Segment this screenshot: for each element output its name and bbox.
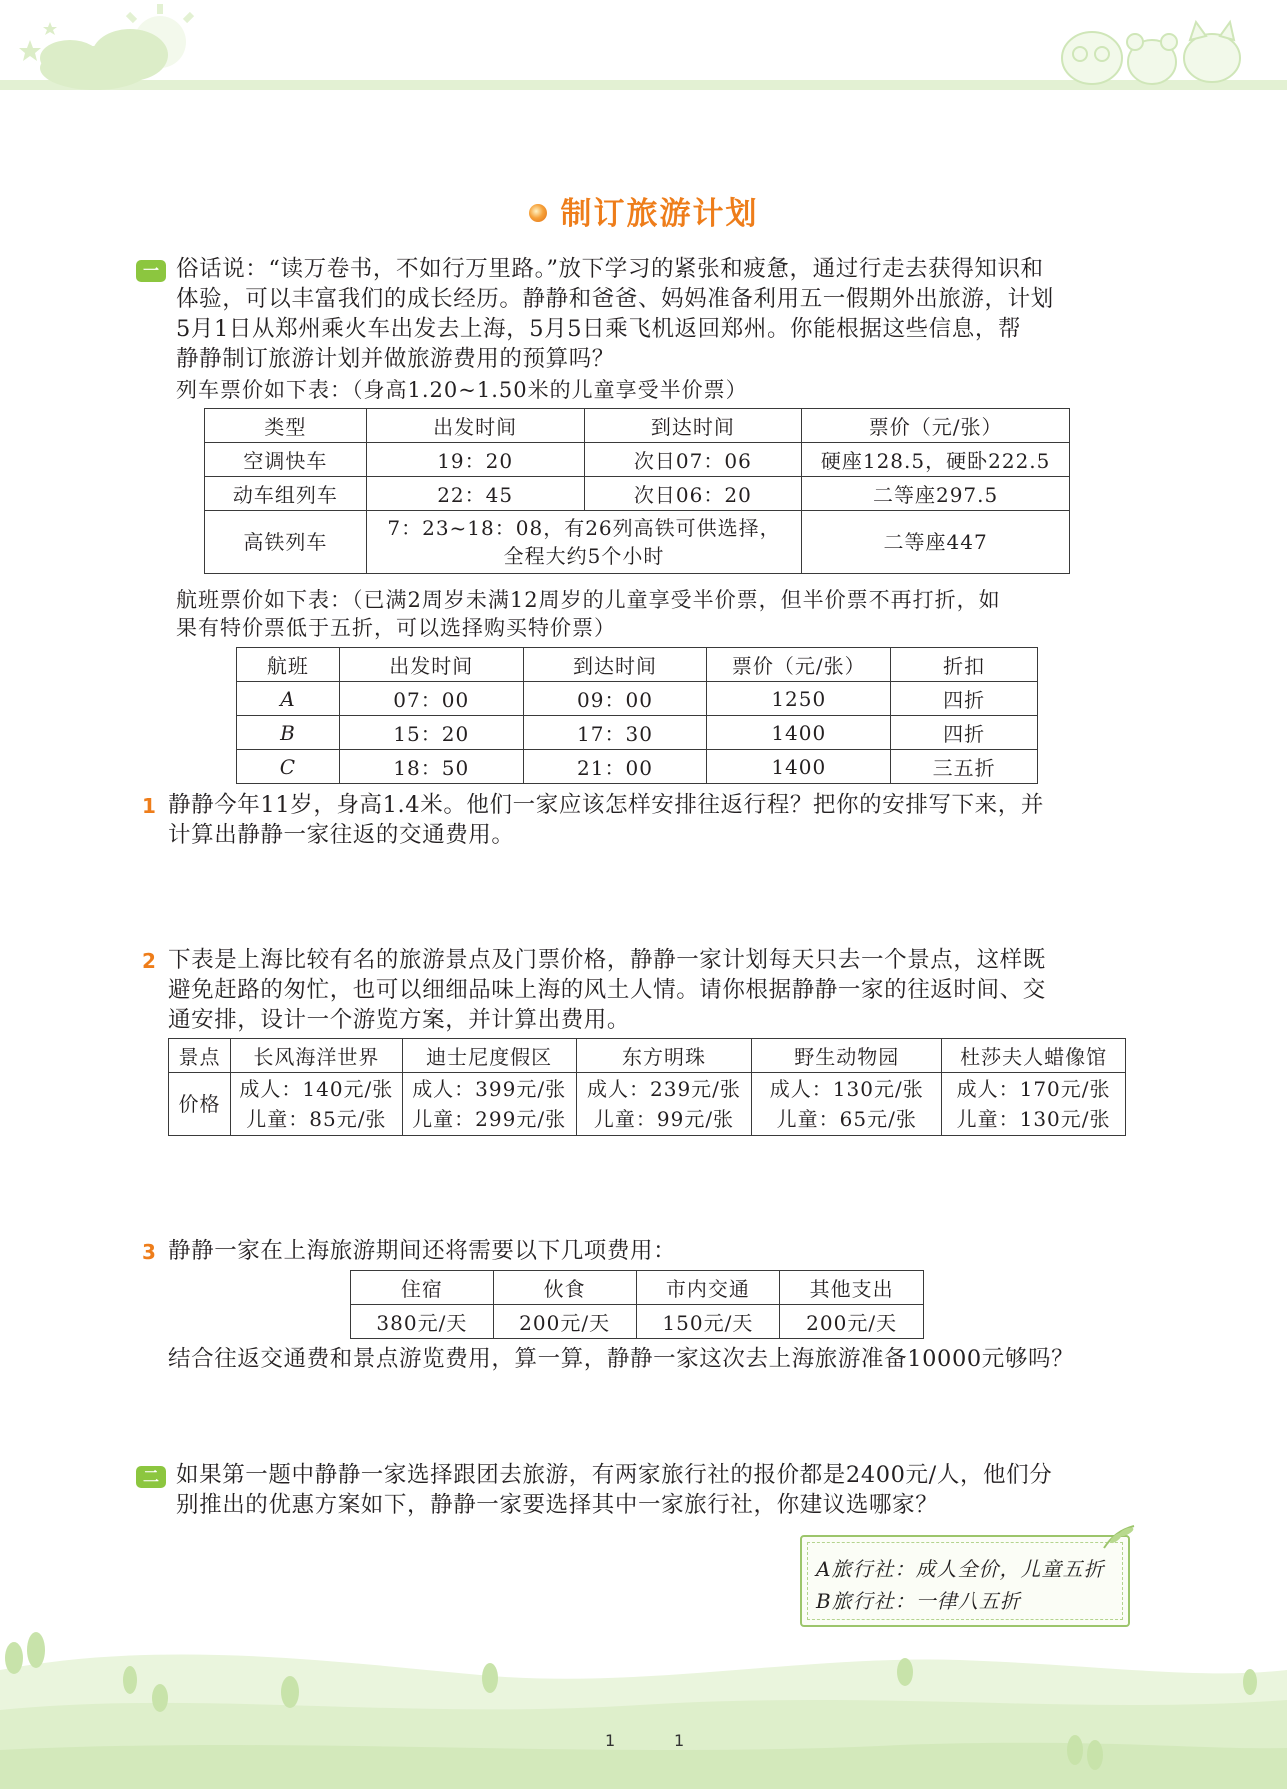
agency-b-offer: B旅行社：一律八五折 (816, 1589, 1021, 1613)
expenses-table (350, 1270, 924, 1339)
table-header: 其他支出 (780, 1271, 924, 1305)
table-row-label: 景点 (169, 1039, 231, 1073)
bamboo-leaf-icon (1100, 1522, 1140, 1550)
table-header-row (205, 409, 1070, 443)
table-header-row (237, 648, 1038, 682)
question-line: 结合往返交通费和景点游览费用，算一算，静静一家这次去上海旅游准备10000元够吗？ (168, 1346, 1075, 1372)
cell-line: 7：23~18：08，有26列高铁可供选择， (387, 516, 781, 540)
table-header: 出发时间 (366, 409, 584, 443)
table-cell: 次日07：06 (584, 443, 802, 477)
table-cell: 150元/天 (636, 1305, 780, 1339)
flight-note-line: 航班票价如下表：（已满2周岁未满12周岁的儿童享受半价票，但半价票不再打折，如 (176, 588, 1001, 612)
intro-line: 5月1日从郑州乘火车出发去上海，5月5日乘飞机返回郑州。你能根据这些信息，帮 (176, 316, 1022, 342)
table-cell: 09：00 (523, 682, 707, 716)
section-1-intro (176, 254, 1054, 374)
intro-line: 静静制订旅游计划并做旅游费用的预算吗？ (176, 346, 615, 372)
table-cell: 22：45 (366, 477, 584, 511)
table-cell: 380元/天 (351, 1305, 494, 1339)
table-cell: B (237, 716, 340, 750)
animal-faces-icon (1062, 22, 1240, 84)
question-2-text (168, 945, 1046, 1035)
header-decoration (0, 0, 1287, 110)
table-row (237, 750, 1038, 784)
table-row (169, 1073, 1126, 1136)
section-2-badge: 二 (136, 1466, 166, 1488)
cell-line: 成人：239元/张 (587, 1077, 741, 1101)
table-header: 野生动物园 (752, 1039, 942, 1073)
cell-line: 儿童：99元/张 (593, 1107, 735, 1131)
question-2-number: 2 (142, 949, 156, 973)
question-line: 通安排，设计一个游览方案，并计算出费用。 (168, 1007, 631, 1033)
table-header: 票价（元/张） (707, 648, 891, 682)
table-cell: 200元/天 (780, 1305, 924, 1339)
table-row (237, 682, 1038, 716)
table-cell: 次日06：20 (584, 477, 802, 511)
table-cell: 硬座128.5，硬卧222.5 (802, 443, 1070, 477)
table-header: 到达时间 (523, 648, 707, 682)
table-header-row (169, 1039, 1126, 1073)
table-cell: 二等座447 (802, 511, 1070, 574)
table-cell: 18：50 (339, 750, 523, 784)
table-header-row (351, 1271, 924, 1305)
table-cell: 07：00 (339, 682, 523, 716)
title-bullet-icon (529, 204, 547, 222)
cell-line: 儿童：130元/张 (956, 1107, 1111, 1131)
agency-a-offer: A旅行社：成人全价，儿童五折 (816, 1557, 1105, 1581)
table-cell: 1250 (707, 682, 891, 716)
table-header: 东方明珠 (576, 1039, 752, 1073)
section-2-line: 如果第一题中静静一家选择跟团去旅游，有两家旅行社的报价都是2400元/人，他们分 (176, 1462, 1053, 1488)
cell-line: 全程大约5个小时 (503, 544, 665, 568)
table-row (351, 1305, 924, 1339)
table-row (205, 477, 1070, 511)
flight-table (236, 647, 1038, 784)
travel-agency-offers (800, 1535, 1130, 1627)
flight-note (176, 586, 1001, 642)
table-cell: 四折 (891, 682, 1038, 716)
table-row (237, 716, 1038, 750)
flight-note-line: 果有特价票低于五折，可以选择购买特价票） (176, 616, 616, 640)
table-header: 杜莎夫人蜡像馆 (942, 1039, 1126, 1073)
section-2-text (176, 1460, 1052, 1520)
section-1-badge: 一 (136, 260, 166, 282)
table-row (205, 443, 1070, 477)
table-cell (402, 1073, 576, 1136)
cell-line: 儿童：85元/张 (246, 1107, 387, 1131)
table-header: 迪士尼度假区 (402, 1039, 576, 1073)
table-cell: 动车组列车 (205, 477, 367, 511)
table-cell: 三五折 (891, 750, 1038, 784)
cell-line: 成人：130元/张 (769, 1077, 924, 1101)
table-header: 到达时间 (584, 409, 802, 443)
cell-line: 成人：399元/张 (412, 1077, 567, 1101)
table-cell: C (237, 750, 340, 784)
scenic-spots-table (168, 1038, 1126, 1136)
question-1-text (168, 790, 1044, 850)
train-note: 列车票价如下表：（身高1.20~1.50米的儿童享受半价票） (176, 378, 748, 402)
table-header: 类型 (205, 409, 367, 443)
page-title-text: 制订旅游计划 (560, 196, 759, 232)
page-number-right: 1 (674, 1731, 685, 1750)
question-line: 避免赶路的匆忙，也可以细细品味上海的风土人情。请你根据静静一家的往返时间、交 (168, 977, 1046, 1003)
table-cell: 四折 (891, 716, 1038, 750)
table-cell: 15：20 (339, 716, 523, 750)
page-title (0, 188, 1287, 233)
table-cell (942, 1073, 1126, 1136)
question-1-number: 1 (142, 794, 156, 818)
landscape-decoration (0, 1600, 1287, 1789)
table-cell: A (237, 682, 340, 716)
table-cell: 1400 (707, 716, 891, 750)
question-line: 下表是上海比较有名的旅游景点及门票价格，静静一家计划每天只去一个景点，这样既 (168, 947, 1046, 973)
table-cell: 17：30 (523, 716, 707, 750)
train-table (204, 408, 1070, 574)
table-cell: 21：00 (523, 750, 707, 784)
table-cell (752, 1073, 942, 1136)
cell-line: 成人：140元/张 (239, 1077, 394, 1101)
question-line: 静静一家在上海旅游期间还将需要以下几项费用： (168, 1238, 677, 1264)
table-header: 长风海洋世界 (230, 1039, 402, 1073)
intro-line: 体验，可以丰富我们的成长经历。静静和爸爸、妈妈准备利用五一假期外出旅游，计划 (176, 286, 1054, 312)
table-cell (576, 1073, 752, 1136)
intro-line: 俗话说：“读万卷书，不如行万里路。”放下学习的紧张和疲惫，通过行走去获得知识和 (176, 256, 1044, 282)
table-cell: 19：20 (366, 443, 584, 477)
section-2-line: 别推出的优惠方案如下，静静一家要选择其中一家旅行社，你建议选哪家？ (176, 1492, 939, 1518)
question-3-intro (168, 1236, 676, 1266)
table-cell: 高铁列车 (205, 511, 367, 574)
question-3-number: 3 (142, 1240, 156, 1264)
table-cell: 空调快车 (205, 443, 367, 477)
table-header: 航班 (237, 648, 340, 682)
page-number-left: 1 (605, 1731, 616, 1750)
question-3-text (168, 1344, 1074, 1374)
table-cell: 二等座297.5 (802, 477, 1070, 511)
table-cell: 200元/天 (493, 1305, 636, 1339)
question-line: 计算出静静一家往返的交通费用。 (168, 822, 515, 848)
question-line: 静静今年11岁，身高1.4米。他们一家应该怎样安排往返行程？把你的安排写下来，并 (168, 792, 1044, 818)
table-header: 票价（元/张） (802, 409, 1070, 443)
table-header: 折扣 (891, 648, 1038, 682)
table-cell: 1400 (707, 750, 891, 784)
cell-line: 成人：170元/张 (956, 1077, 1111, 1101)
table-cell-merged (366, 511, 801, 574)
cell-line: 儿童：65元/张 (776, 1107, 917, 1131)
table-row (205, 511, 1070, 574)
table-header: 伙食 (493, 1271, 636, 1305)
table-header: 住宿 (351, 1271, 494, 1305)
table-cell (230, 1073, 402, 1136)
cell-line: 儿童：299元/张 (412, 1107, 567, 1131)
table-row-label: 价格 (169, 1073, 231, 1136)
table-header: 市内交通 (636, 1271, 780, 1305)
table-header: 出发时间 (339, 648, 523, 682)
